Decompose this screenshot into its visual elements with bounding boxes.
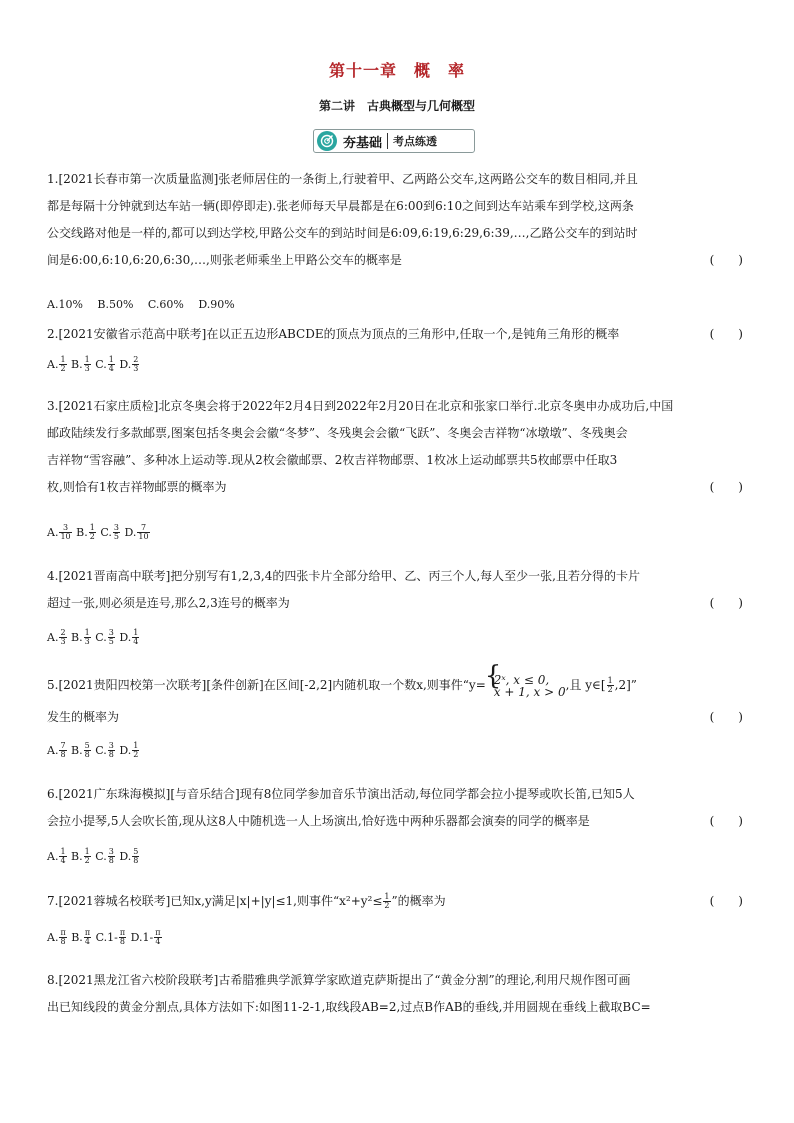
option-c: C. $\frac{3}{5}$	[95, 628, 114, 646]
question-1-line: 1.[2021长春市第一次质量监测]张老师居住的一条街上,行驶着甲、乙两路公交车,这两路公交车的数目相同,并且	[47, 172, 638, 186]
option-fraction: $\frac{2}{3}$	[60, 628, 66, 646]
question-6-options	[47, 848, 140, 865]
option-fraction: $\frac{2}{3}$	[133, 355, 139, 373]
option-fraction: $\frac{7}{8}$	[60, 741, 66, 759]
question-1-line: 间是6:00,6:10,6:20,6:30,…,则张老师乘坐上甲路公交车的概率是	[47, 253, 402, 267]
answer-paren: ( )	[709, 814, 743, 828]
question-1	[47, 166, 747, 274]
answer-paren: ( )	[709, 596, 743, 610]
option-fraction: $\frac{1}{2}$	[133, 741, 139, 759]
question-3-line: 邮政陆续发行多款邮票,图案包括冬奥会会徽“冬梦”、冬残奥会会徽“飞跃”、冬奥会吉祥物“冰墩墩”、冬残奥会	[47, 426, 628, 440]
option-fraction: $\frac{3}{8}$	[108, 741, 114, 759]
question-4-options	[47, 629, 140, 646]
option-c: C. $\frac{3}{5}$	[100, 523, 119, 541]
question-6-line: 会拉小提琴,5人会吹长笛,现从这8人中随机选一人上场演出,恰好选中两种乐器都会演奏的同学的概率是 ( )	[47, 808, 747, 835]
option-d: D. $\frac{1}{4}$	[119, 628, 139, 646]
question-4-line: 超过一张,则必须是连号,那么2,3连号的概率为 ( )	[47, 590, 747, 617]
option-fraction: $\frac{3}{10}$	[60, 523, 71, 541]
question-3-line: 吉祥物“雪容融”、多种冰上运动等.现从2枚会徽邮票、2枚吉祥物邮票、1枚冰上运动邮票共5枚邮票中任取3	[47, 453, 618, 467]
option-a: A. $\frac{1}{4}$	[47, 847, 66, 865]
question-7-options	[47, 929, 163, 946]
question-2	[47, 321, 747, 348]
lecture-title: 第二讲 古典概型与几何概型	[318, 99, 475, 113]
option-fraction: $\frac{3}{5}$	[108, 628, 114, 646]
option-fraction: $\frac{1}{3}$	[84, 628, 90, 646]
option-d: D.1- $\frac{\pi}{4}$	[130, 928, 161, 946]
option-b: B. $\frac{5}{8}$	[71, 741, 90, 759]
option-b: B. $\frac{1}{2}$	[76, 523, 95, 541]
option-c: C.1- $\frac{\pi}{8}$	[95, 928, 126, 946]
option-a: A. $\frac{2}{3}$	[47, 628, 66, 646]
answer-paren: ( )	[709, 253, 743, 267]
inline-fraction: $\frac{1}{2}$	[384, 892, 390, 910]
option-c: C. $\frac{3}{8}$	[95, 847, 114, 865]
option-fraction: $\frac{1}{4}$	[60, 847, 66, 865]
option-d: D. $\frac{1}{2}$	[119, 741, 139, 759]
badge-main-label: 夯基础	[343, 135, 383, 151]
question-8-line: 8.[2021黑龙江省六校阶段联考]古希腊雅典学派算学家欧道克萨斯提出了“黄金分割”的理论,利用尺规作图可画	[47, 973, 631, 987]
question-4	[47, 563, 747, 617]
answer-paren: ( )	[709, 480, 743, 494]
option-fraction: $\frac{\pi}{4}$	[84, 928, 91, 946]
question-2-options	[47, 356, 140, 373]
option-fraction: $\frac{1}{4}$	[108, 355, 114, 373]
question-2-text: 2.[2021安徽省示范高中联考]在以正五边形ABCDE的顶点为顶点的三角形中,任取一个,是钝角三角形的概率	[47, 327, 620, 341]
question-5-line: 发生的概率为 ( )	[47, 704, 747, 731]
range-fraction: $\frac{1}{2}$	[607, 676, 613, 694]
question-8	[47, 967, 747, 1021]
option-d: D. $\frac{2}{3}$	[119, 355, 139, 373]
badge-divider	[387, 133, 388, 149]
option-d: D. $\frac{5}{8}$	[119, 847, 139, 865]
question-2-line	[47, 321, 747, 348]
question-6	[47, 781, 747, 835]
question-4-line: 4.[2021晋南高中联考]把分别写有1,2,3,4的四张卡片全部分给甲、乙、丙三个人,每人至少一张,且若分得的卡片	[47, 569, 640, 583]
option-fraction: $\frac{\pi}{8}$	[119, 928, 126, 946]
option-fraction: $\frac{\pi}{8}$	[60, 928, 66, 946]
question-1-line: 都是每隔十分钟就到达车站一辆(即停即走).张老师每天早晨都是在6:00到6:10之间到达车站乘车到学校,这两条	[47, 199, 634, 213]
option-fraction: $\frac{1}{3}$	[84, 355, 90, 373]
chapter-title: 第十一章 概 率	[328, 61, 465, 80]
question-8-line: 出已知线段的黄金分割点,具体方法如下:如图11-2-1,取线段AB=2,过点B作AB的垂线,并用圆规在垂线上截取BC=	[47, 1000, 651, 1014]
question-3	[47, 393, 747, 501]
option-b: B. $\frac{1}{2}$	[71, 847, 90, 865]
option-fraction: $\frac{3}{8}$	[108, 847, 114, 865]
section-badge	[313, 129, 475, 153]
option-c: C. $\frac{3}{8}$	[95, 741, 114, 759]
option-a: A. $\frac{\pi}{8}$	[47, 928, 66, 946]
option-a: A. $\frac{1}{2}$	[47, 355, 66, 373]
question-1-options: A.10% B.50% C.60% D.90%	[47, 298, 235, 311]
question-1-line: 公交线路对他是一样的,都可以到达学校,甲路公交车的到站时间是6:09,6:19,6:29,6:39,…,乙路公交车的到站时	[47, 226, 638, 240]
question-7	[47, 888, 747, 915]
question-7-line: 7.[2021蓉城名校联考]已知x,y满足|x|+|y|≤1,则事件“x²+y²≤ $\frac{1}{2}$ ”的概率为 ( )	[47, 888, 747, 915]
option-fraction: $\frac{1}{4}$	[133, 628, 139, 646]
option-a: A. $\frac{7}{8}$	[47, 741, 66, 759]
badge-sub-label: 考点练透	[393, 135, 438, 148]
target-icon	[317, 131, 337, 151]
option-fraction: $\frac{\pi}{4}$	[155, 928, 161, 946]
option-a: A. $\frac{3}{10}$	[47, 523, 71, 541]
question-3-options	[47, 524, 151, 541]
option-fraction: $\frac{5}{8}$	[133, 847, 139, 865]
option-fraction: $\frac{7}{10}$	[138, 523, 149, 541]
option-fraction: $\frac{5}{8}$	[84, 741, 90, 759]
option-b: B. $\frac{\pi}{4}$	[71, 928, 91, 946]
option-fraction: $\frac{1}{2}$	[84, 847, 90, 865]
question-5-options	[47, 742, 140, 759]
option-b: B. $\frac{1}{3}$	[71, 628, 90, 646]
question-3-line: 3.[2021石家庄质检]北京冬奥会将于2022年2月4日到2022年2月20日在北京和张家口举行.北京冬奥申办成功后,中国	[47, 399, 674, 413]
question-1-line	[47, 247, 747, 274]
option-b: B. $\frac{1}{3}$	[71, 355, 90, 373]
question-5-line: 5.[2021贵阳四校第一次联考][条件创新]在区间[-2,2]内随机取一个数x,则事件“y= { 2ˣ, x ≤ 0, x + 1, x > 0 ,且 y∈[ $\frac{1}{2}$ ,2]”	[47, 670, 747, 700]
question-3-line: 枚,则恰有1枚吉祥物邮票的概率为 ( )	[47, 474, 747, 501]
question-5	[47, 670, 747, 731]
option-fraction: $\frac{1}{2}$	[60, 355, 66, 373]
option-c: C. $\frac{1}{4}$	[95, 355, 114, 373]
option-fraction: $\frac{1}{2}$	[89, 523, 95, 541]
piecewise-function: { 2ˣ, x ≤ 0, x + 1, x > 0	[486, 674, 566, 698]
answer-paren: ( )	[709, 894, 743, 908]
option-fraction: $\frac{3}{5}$	[113, 523, 119, 541]
answer-paren: ( )	[709, 327, 743, 341]
question-6-line: 6.[2021广东珠海模拟][与音乐结合]现有8位同学参加音乐节演出活动,每位同学都会拉小提琴或吹长笛,已知5人	[47, 787, 635, 801]
answer-paren: ( )	[709, 710, 743, 724]
option-d: D. $\frac{7}{10}$	[124, 523, 149, 541]
